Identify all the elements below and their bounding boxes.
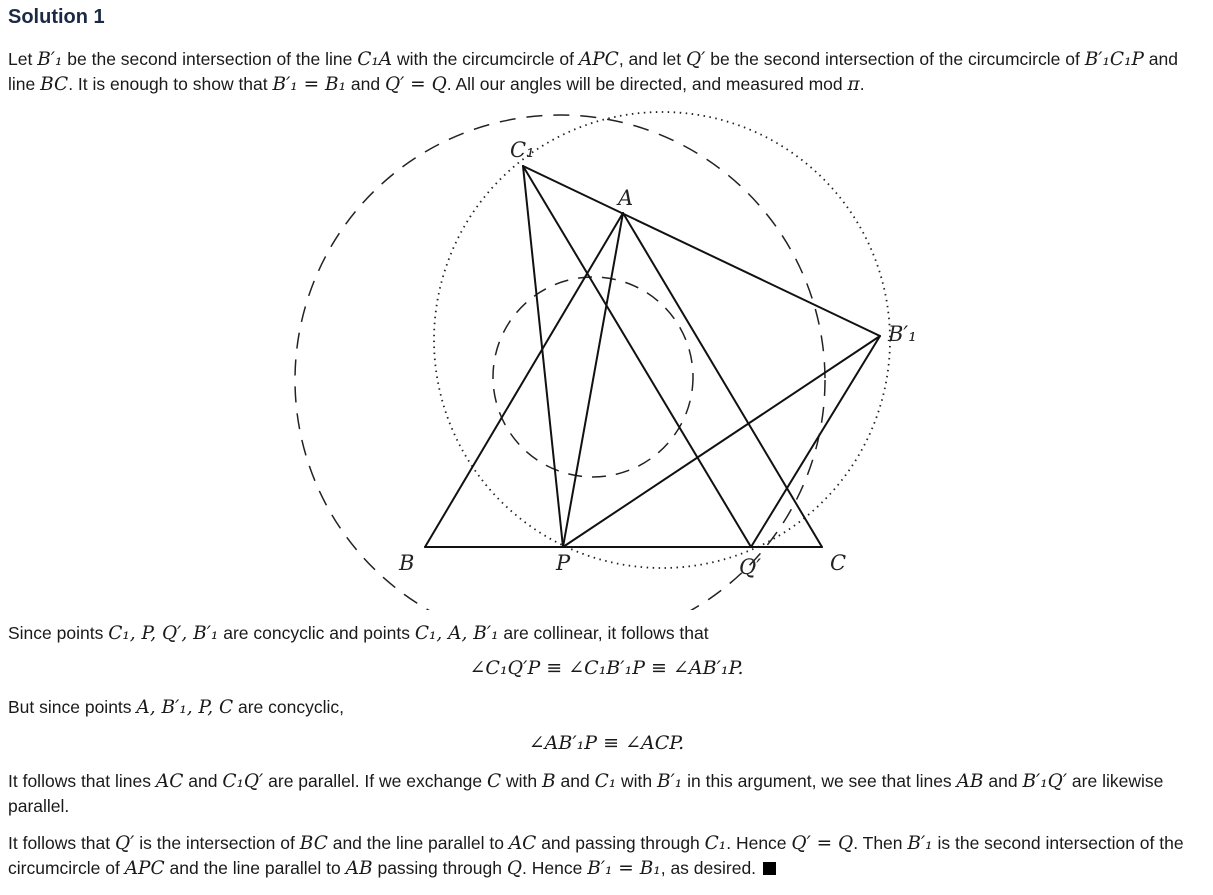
label-a: A <box>618 186 634 210</box>
paragraph-parallel: It follows that lines AC and C₁Q′ are parallel. If we exchange C with B and C₁ with B′₁ in this argument, we see that lines AB and B′₁Q′ are likewise parallel. <box>8 771 1164 816</box>
intro-paragraph: Let B′₁ be the second intersection of the line C₁A with the circumcircle of APC, and let Q′ be the second intersection of the circumcircle of B′₁C₁P and line BC. It is enough to show that B′₁ = B₁ and Q′ = Q. All our angles will be directed, and measured mod π. <box>8 49 1178 95</box>
segment-p-b1p <box>563 336 880 547</box>
paragraph-but-since: But since points A, B′₁, P, C are concyclic, <box>8 697 344 718</box>
equation-1: ∠C₁Q′P ≡ ∠C₁B′₁P ≡ ∠AB′₁P. <box>469 657 744 679</box>
segment-ac <box>623 213 822 547</box>
label-b1p: B′₁ <box>888 322 917 346</box>
solution-heading: Solution 1 <box>8 6 105 28</box>
label-qp: Q′ <box>739 555 761 579</box>
segment-b1p-qp <box>751 336 880 547</box>
label-b: B <box>399 551 415 575</box>
label-c1: C₁ <box>510 138 535 162</box>
label-p: P <box>556 551 571 575</box>
paragraph-conclusion: It follows that Q′ is the intersection of BC and the line parallel to AC and passing through C₁. Hence Q′ = Q. Then B′₁ is the second intersection of the circumcircle of APC and the line parallel to AB passing through Q. Hence B′₁ = B₁, as desired. <box>8 833 1184 879</box>
circle-dashed-large <box>295 115 825 610</box>
label-c: C <box>830 551 847 575</box>
equation-2: ∠AB′₁P ≡ ∠ACP. <box>528 732 685 754</box>
figure-segments <box>425 166 880 547</box>
qed-square-icon <box>763 862 776 875</box>
line-c1-b1p <box>523 166 880 336</box>
paragraph-concyclic: Since points C₁, P, Q′, B′₁ are concyclic and points C₁, A, B′₁ are collinear, it follows that <box>8 623 709 644</box>
